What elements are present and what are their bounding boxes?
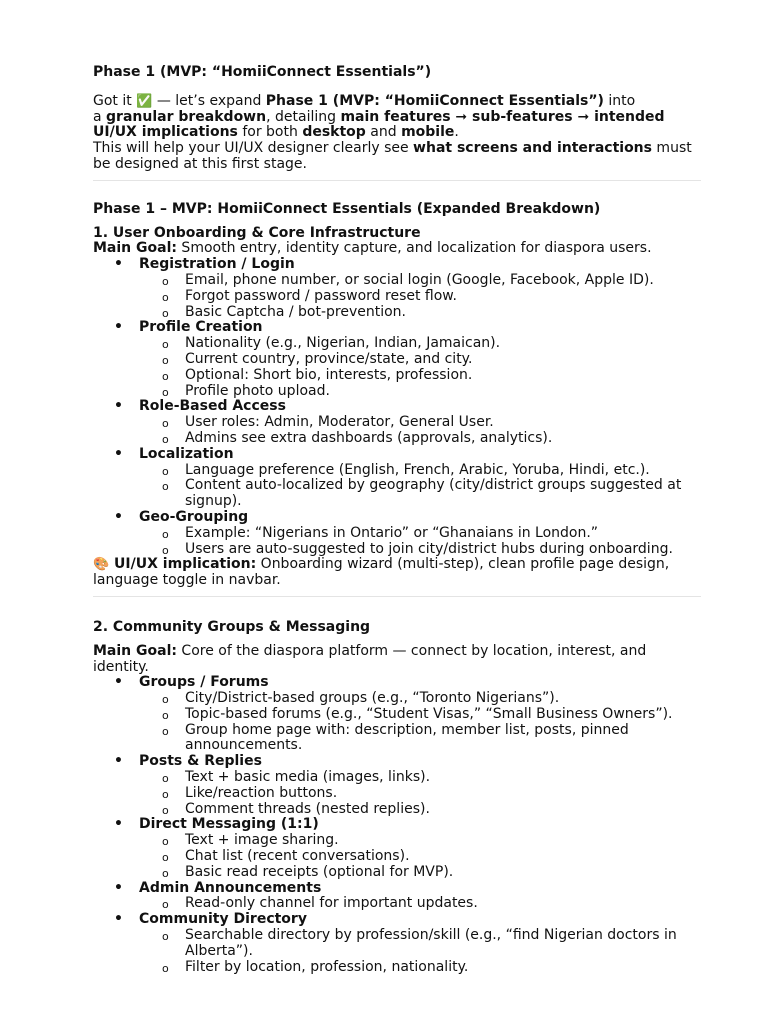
sub-list-item: o User roles: Admin, Moderator, General User. xyxy=(162,414,494,431)
section-2-goal: Main Goal: Core of the diaspora platform — connect by location, interest, and identity. xyxy=(93,642,647,675)
sub-list-item: o Users are auto-suggested to join city/district hubs during onboarding. xyxy=(162,540,673,557)
list-item: • Posts & Replies xyxy=(114,753,262,770)
divider xyxy=(93,180,701,181)
document-page xyxy=(93,60,701,975)
sub-list-item: o Topic-based forums (e.g., “Student Visas,” “Small Business Owners”). xyxy=(162,705,673,722)
sub-list-item: o Searchable directory by profession/skill (e.g., “find Nigerian doctors in Alberta”). xyxy=(162,927,677,959)
sub-list-item: o Text + basic media (images, links). xyxy=(162,769,431,786)
sub-list-item: o Read-only channel for important updates. xyxy=(162,895,478,912)
uiux-implication: 🎨 UI/UX implication: Onboarding wizard (multi-step), clean profile page design, language toggle in navbar. xyxy=(93,556,670,589)
list-item: • Admin Announcements xyxy=(114,879,322,896)
sub-list-item: o Filter by location, profession, nationality. xyxy=(162,958,469,975)
list-item: • Direct Messaging (1:1) xyxy=(114,816,319,833)
sub-list-item: o Example: “Nigerians in Ontario” or “Ghanaians in London.” xyxy=(162,524,599,541)
section-1-heading: 1. User Onboarding & Core Infrastructure xyxy=(93,224,421,241)
list-item: • Community Directory xyxy=(114,911,307,928)
sub-list-item: o Admins see extra dashboards (approvals, analytics). xyxy=(162,429,553,446)
sub-list-item: o Nationality (e.g., Nigerian, Indian, Jamaican). xyxy=(162,335,501,352)
sub-list-item: o Current country, province/state, and city. xyxy=(162,350,473,367)
list-item: • Registration / Login xyxy=(114,256,295,273)
section-2-heading: 2. Community Groups & Messaging xyxy=(93,618,371,635)
sub-list-item: o Optional: Short bio, interests, profession. xyxy=(162,366,473,383)
list-item: • Role-Based Access xyxy=(114,398,286,415)
sub-list-item: o Forgot password / password reset flow. xyxy=(162,287,457,304)
sub-list-item: o Language preference (English, French, Arabic, Yoruba, Hindi, etc.). xyxy=(162,461,650,478)
sub-list-item: o Like/reaction buttons. xyxy=(162,784,338,801)
sub-list-item: o Chat list (recent conversations). xyxy=(162,848,410,865)
section-1-list xyxy=(93,257,701,557)
sub-list-item: o Group home page with: description, member list, posts, pinned announcements. xyxy=(162,721,629,754)
sub-list-item: o Basic read receipts (optional for MVP). xyxy=(162,863,454,880)
list-item: • Localization xyxy=(114,445,234,462)
sub-list-item: o Basic Captcha / bot-prevention. xyxy=(162,303,406,320)
check-mark-icon: ✅ xyxy=(136,93,153,109)
palette-icon: 🎨 xyxy=(93,557,110,573)
sub-list-item: o Content auto-localized by geography (city/district groups suggested at signup). xyxy=(162,477,682,510)
section-1-goal: Main Goal: Smooth entry, identity capture, and localization for diaspora users. xyxy=(93,240,652,257)
sub-list-item: o City/District-based groups (e.g., “Toronto Nigerians”). xyxy=(162,690,560,707)
section-2-list xyxy=(93,675,701,975)
sub-list-item: o Text + image sharing. xyxy=(162,832,339,849)
list-item: • Profile Creation xyxy=(114,319,263,336)
divider xyxy=(93,596,701,597)
document-title: Phase 1 (MVP: “HomiiConnect Essentials”) xyxy=(93,64,432,80)
sub-list-item: o Email, phone number, or social login (Google, Facebook, Apple ID). xyxy=(162,271,654,288)
sub-list-item: o Profile photo upload. xyxy=(162,382,330,399)
expanded-title: Phase 1 – MVP: HomiiConnect Essentials (Expanded Breakdown) xyxy=(93,200,601,217)
intro-paragraph: Got it ✅ — let’s expand Phase 1 (MVP: “HomiiConnect Essentials”) into a granular breakdown, detailing main features ➞ sub-features ➞ intended UI/UX implications for both desktop and mobile. This will help your UI/UX designer clearly see what screens and interactions must be designed at this first stage. xyxy=(93,92,692,172)
sub-list-item: o Comment threads (nested replies). xyxy=(162,800,430,817)
list-item: • Groups / Forums xyxy=(114,674,269,691)
list-item: • Geo-Grouping xyxy=(114,508,249,525)
